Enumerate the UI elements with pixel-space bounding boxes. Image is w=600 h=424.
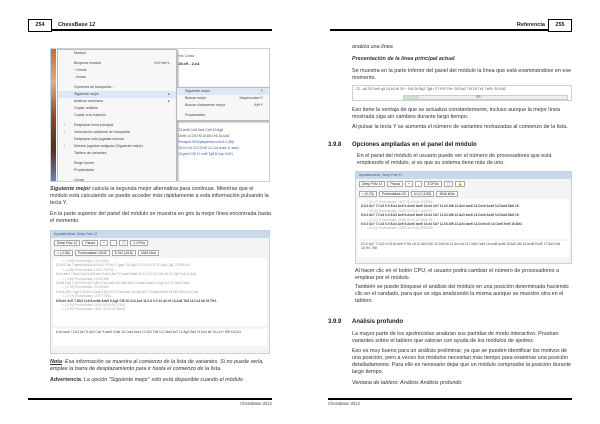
menu-item-label: Copiar análisis [74,106,98,110]
menu-item-label: Propiedades [185,113,206,117]
toolbar-button[interactable]: Pausa [82,240,98,246]
warning-label: Advertencia [50,377,81,383]
toolbar-button[interactable]: 🔒 [455,181,465,187]
menu-item-label: Módulo [74,51,86,55]
status-field: 5.Ta2 (4/15) [112,250,136,256]
paragraph: En la parte superior del panel del módulo se muestra en gris la mejor línea encontrada hasta el momento. [50,211,272,224]
menu-item-label: Cerrar [74,178,85,182]
menu-item-label: Mostrar jugadas antiguas (Siguiente mejor) [74,144,143,148]
menu-item[interactable] [58,112,176,119]
engine-current-line: 6.0-0 Ae7 7.Cc3 0-0 8.b3 Ae6 9.Te1 c5 10.Ab3 Dd7 11.Dd3 h6 12.Ac3 c6 13.Cxd5 Cxd5 14.exd5 Axd5 15.Ad2 Af6 16.Axd5 Dxd5 17.Da4 Dc5 18.Te1 Td8 [358,241,569,257]
note-label: Nota [50,359,62,365]
caption-text: calcula la segunda mejor alternativa para continuar. Mientras que el módulo está calculando se puede acceder más rápidamente a esta información pulsando la tecla Y. [50,186,269,206]
header-rule [52,29,272,31]
toolbar-button[interactable]: - [110,240,117,246]
menu-path: Ventana de tablero: Análisis Análisis profundo [352,380,462,386]
engine-line: 6.Ab3 Cc6 7.c3 Cf6 8.Af2 Cd6 9.Dc3 Ac6 10.Dxd5 Ac5 11.axb6 Axb6 12.Ag2 0-0 13.Tac1 Dxe2 [56,281,190,286]
toolbar-button[interactable]: + [100,240,108,246]
engine-panel-screenshot [50,230,270,354]
engine-line: 6.e3 dxe3 7.fxe3 Cc6 8.Ab2 Ab4 9.Ac2 Ac7 10.axb6 Axb6 11.0-0 0-0 12.Cc3 e5 13.Cg5 Cc6 14.Ac3 [56,272,197,277]
page-number: 255 [548,19,572,32]
check-icon: ✓ [63,144,67,148]
menu-item-label: Bloquear módulo [74,61,102,65]
paragraph: La mayor parte de los ajedrecistas analizan sus partidas de modo interactivo. Prueban variantes sobre el tablero que valoran con ayuda de los módulos de ajedrez. [352,331,559,344]
menu-item[interactable] [58,91,176,98]
engine-line: = (0.20) Profundidad: 21/38 00:00:15 5606748 [367,217,433,222]
bg-notation-line: 15 e6 14.Ch2 f6 15.Dh2 e6 16.Dd3 [178,134,230,138]
engine-line: = (0.23) Profundidad: 23/38 00:00:18 5598848 [367,226,433,231]
engine-line: = (0.17) Profundidad: 18/37 00:00:06 2753984 [367,200,433,204]
engine-line: = (-0.77) Profundidad: 18 9777846 [62,294,111,299]
toolbar-button[interactable]: 2 CPUs [130,240,148,246]
paragraph: Al hacer clic en el botón CPU, el usuario podrá cambiar el número de procesadores a emplear por el módulo. [355,268,560,281]
menu-item[interactable] [58,160,176,167]
page-number: 254 [28,19,52,32]
submenu-siguiente-mejor [176,87,270,121]
paragraph: Se muestra en la parte inferior del panel del módulo la línea que está examinándose en ese momento. [352,68,572,81]
bg-notation [178,127,239,157]
engine-line: 6.Dh3 Cc6 7.axb6 Axb6 8.Ac3 Ac7 9.Dxc7 Cgxe7 10.Ag2 0-0 11.0-0 f5 12.Cg4 Cg6 13.Dh3 Ac7 [56,263,191,268]
menu-item-label: Desplazar sólo jugadas nuevas [74,137,124,141]
engine-lines [358,199,569,239]
panel-title: Ayudado/Anal. Deep Fritz 12 [51,231,269,238]
header-rule [330,29,548,31]
note [50,359,272,373]
footer-rule [328,398,572,400]
toolbar-button[interactable]: + [405,181,413,187]
bg-notation-line: Principal 2005/playchess.com/1-0 (98) [178,140,235,144]
menu-item[interactable] [58,167,176,174]
context-menu [57,49,177,182]
menu-item[interactable] [58,129,176,136]
toolbar-button[interactable]: 3 CPUs [424,181,442,187]
menu-item-label: Analizar amenaza [74,99,103,103]
menu-item-shortcut: Alt+Y [254,103,263,107]
status-field: 4946 kN/s [436,191,457,197]
footer: ChessBase 2012 [240,401,272,406]
engine-line: = (-0.93) Profundidad: 15/26 00:00:05 17640 [62,303,126,308]
footer: ChessBase 2012 [328,401,360,406]
caption [50,186,272,207]
check-icon: ✓ [63,130,67,134]
menu-item-label: - líneas [74,75,86,79]
menu-item[interactable] [58,60,176,67]
section-number: 3.9.8 [328,142,342,148]
footer-rule [28,398,272,400]
engine-line: 6.Dxh+ Ad7 7.Dh3 Cc6 8.axb6 Axb6 9.Ag2 Cf6 10.Cc3 Ac5 11.0-0 0-0 12.d3 e5 13.Ad2 Tb8 14.Cc4 h6 15.Tfe1 [56,298,217,303]
toolbar-button[interactable]: Deep Fritz 12 [54,240,80,246]
engine-line: = (-0.78) Profundidad: 20 332440 [62,285,110,290]
warning [50,377,272,384]
menu-item[interactable] [58,177,176,182]
current-line-text: 22...a5 23.Txe5 g5 24.b3 f6 25.~ Tc8 26.Rg2 Tg8+ 27.Rf3 Tf4+ 28.Ra2 Tf5 29.Th1 Txf5+ 30.Rd2 [356,87,506,91]
menu-item-label: Siguiente mejor [74,92,99,96]
menu-item[interactable] [58,143,176,150]
engine-line: 6.Dc3 Cf6 7.Ag2 Cc6 8.0-0 Ac6 9.d3 0-0 10.Dxd4 a6 11.Cg5 Ac7 12.axb6 Dxb6 13.Dh3 Dh4 14.Cxe4 [56,289,199,294]
menu-item-shortcut: Mayúsculas+Y [239,96,263,100]
menu-item[interactable] [58,122,176,129]
board-edge [51,49,56,182]
section-title: Opciones ampliadas en el panel del módulo [352,142,477,148]
check-icon: ✓ [63,123,67,127]
progress-label: 9% [476,95,481,99]
menu-item[interactable] [58,84,176,91]
continuation: analiza una línea [352,44,393,50]
paragraph: Al pulsar la tecla Y se aumenta el número de variantes rechazadas al comienzo de la lista. [352,124,568,130]
engine-panel-screenshot [355,171,572,264]
bg-tab: Info Cotiza [178,54,195,58]
engine-lines [53,258,267,326]
warning-text: : La opción "Siguiente mejor" sólo está disponible cuando el módulo [80,377,243,383]
submenu-item[interactable] [177,102,269,109]
progress-fill [404,96,419,99]
menu-item-label: Propiedades [74,168,95,172]
menu-item-shortcut: ▸ [168,92,170,96]
submenu-item[interactable] [177,95,269,102]
menu-item[interactable] [58,105,176,112]
menu-item-shortcut: Y [260,89,263,93]
engine-line: = (-0.96) Profundidad: 18/40 00:00:20 98446 [62,307,126,312]
current-line-bar [352,85,572,101]
paragraph: Eso es muy bueno para un análisis preliminar, ya que se pueden identificar los motivos de una posición, pero a veces los módulos necesitan más tiempo para examinar una posición detalladamente. Para ello es necesario dejar que un módulo compruebe la posición durante largo tiempo. [352,348,572,375]
engine-line: 6.0-0 Ae7 7.Cc3 0-0 8.b3 Ae6 9.Axe6 bxe6 10.d4 Cd7 11.h3 Af6 12.Ae3 axe6 13.Cxe6 c5 14.Cxe6 fxe6 15.Dd4 [361,222,522,227]
toolbar-button[interactable]: Deep Fritz 13 [359,181,385,187]
status-field: 4344 kN/s [138,250,159,256]
status-field: = (0.23) [359,191,377,197]
bg-notation-line: 19.gxh4 Cf6 17.exf6 Tg8 8.Cap 01/01 [178,152,233,156]
toolbar-button[interactable]: ▢ [444,181,453,187]
engine-line: = (-0.55) Profundidad: 15 214320 [62,259,110,263]
paragraph: También se puede bloquear el análisis del módulo en una posición determinada haciendo clic en el candado, para que se siga analizando la misma aunque se muestre otra en el tablero. [355,284,569,304]
menu-item[interactable] [58,50,176,57]
toolbar-button[interactable]: - [415,181,422,187]
note-text: : Esa información se muestra al comienzo de la lista de variantes. Si no puede verla, emplee la barra de desplazamiento para ir hasta el comienzo de la lista. [50,359,264,372]
status-field: Profundidad=23 [379,191,409,197]
bg-move: 19.e5 - 2.c4 [178,61,200,66]
engine-toolbar [51,238,269,248]
menu-item-shortcut: Ctrl+Alt+L [154,61,170,65]
menu-item[interactable] [58,67,176,74]
submenu-item[interactable] [177,88,269,95]
menu-item-label: Copiar a la notación [74,113,106,117]
menu-item-label: + líneas [74,68,87,72]
menu-item-label: Desplazar línea principal [74,123,114,127]
bg-notation-line: 15.0-0 h5 10.Cf3 e6 11.Cc4 Axe4 11.axe4 [178,146,239,150]
engine-line: 6.0-0 Ae7 7.Cc3 0-0 8.b3 Ae6 9.Axe6 bxe6 10.d4 Cd7 11.h3 Af6 12.Ae3 axe6 13.Cxe6 Axe6 14.Dxd4 Db6 15. [361,213,520,218]
engine-line: = (0.20) Profundidad: 20/35 00:00:10 4291920 [367,208,433,213]
engine-toolbar [356,179,571,189]
submenu-item[interactable] [177,112,269,119]
menu-item[interactable] [58,136,176,143]
menu-item-shortcut: ▸ [168,99,170,103]
subheading: Presentación de la línea principal actual [352,56,455,62]
menu-item-label: Información adicional de búsqueda [74,130,130,134]
status-field: 6.0-0 (1/25) [411,191,435,197]
status-field: Profundidad=15/42 [75,250,110,256]
panel-title: Ayudado/Anal. Deep Fritz 13 [356,172,571,179]
bg-notation-line: C3 Axf4 Cxf4 Dd4 Cxf4 10.Ag2 [178,128,224,132]
menu-screenshot [50,48,270,182]
caption-term: Siguiente mejor [50,186,91,192]
menu-item-label: Buscar mejor [185,96,207,100]
menu-item[interactable] [58,74,176,81]
running-header: ChessBase 12 [58,22,96,28]
toolbar-button[interactable]: ▢ [119,240,128,246]
section-title: Análisis profundo [352,319,403,325]
engine-current-line: 6.c5 Axc5 7.Dc3 Ae7 8.Ab3 Cc6 9.Axb6 Cxb6 10.Cxd4 bxa3 11.Cb3 Tb8 12.Cfxa3 Ad7 13.Ag2 Da5 14.Dc4 a6 15.Cc1+ Rf8 16.Dc3 [53,329,267,346]
menu-item-label: Opciones de búsqueda... [74,85,114,89]
progress-bar [403,95,568,100]
status-field: = (-0.56) [54,250,73,256]
engine-line: = (-0.56) Profundidad: 14/34 736766 [62,267,114,272]
engine-status [356,189,571,199]
menu-item[interactable] [58,150,176,157]
engine-line: = (-0.95) Profundidad: 16 301486 [62,276,110,281]
section-number: 3.9.9 [328,319,342,325]
menu-item[interactable] [58,98,176,105]
toolbar-button[interactable]: Pausa [387,181,403,187]
menu-item-label: Buscar claramente mejor [185,103,225,107]
running-header: Referencia [516,22,545,28]
paragraph: En el panel del módulo el usuario puede ver el número de procesadores que está empleando el módulo, si es que su sistema tiene más de uno. [357,153,552,166]
menu-item-label: Elegir fuente [74,161,95,165]
paragraph: Eso tiene la ventaja de que se actualiza constantemente, incluso aunque la mejor línea mostrada siga sin cambios durante largo tiempo. [352,107,560,120]
engine-line: 6.0-0 Ae7 7.Cc3 0-0 8.b3 Ae6 9.Axe6 bxe6 10.d4 Cd7 11.h3 Af6 12.Ae3 axe6 13.Cxe6 Axe6 14.Dxd4 Db6 15. [361,204,520,209]
engine-status [51,248,269,258]
menu-item-label: Siguiente mejor [185,89,210,93]
menu-item-label: Tablero de variantes [74,151,107,155]
